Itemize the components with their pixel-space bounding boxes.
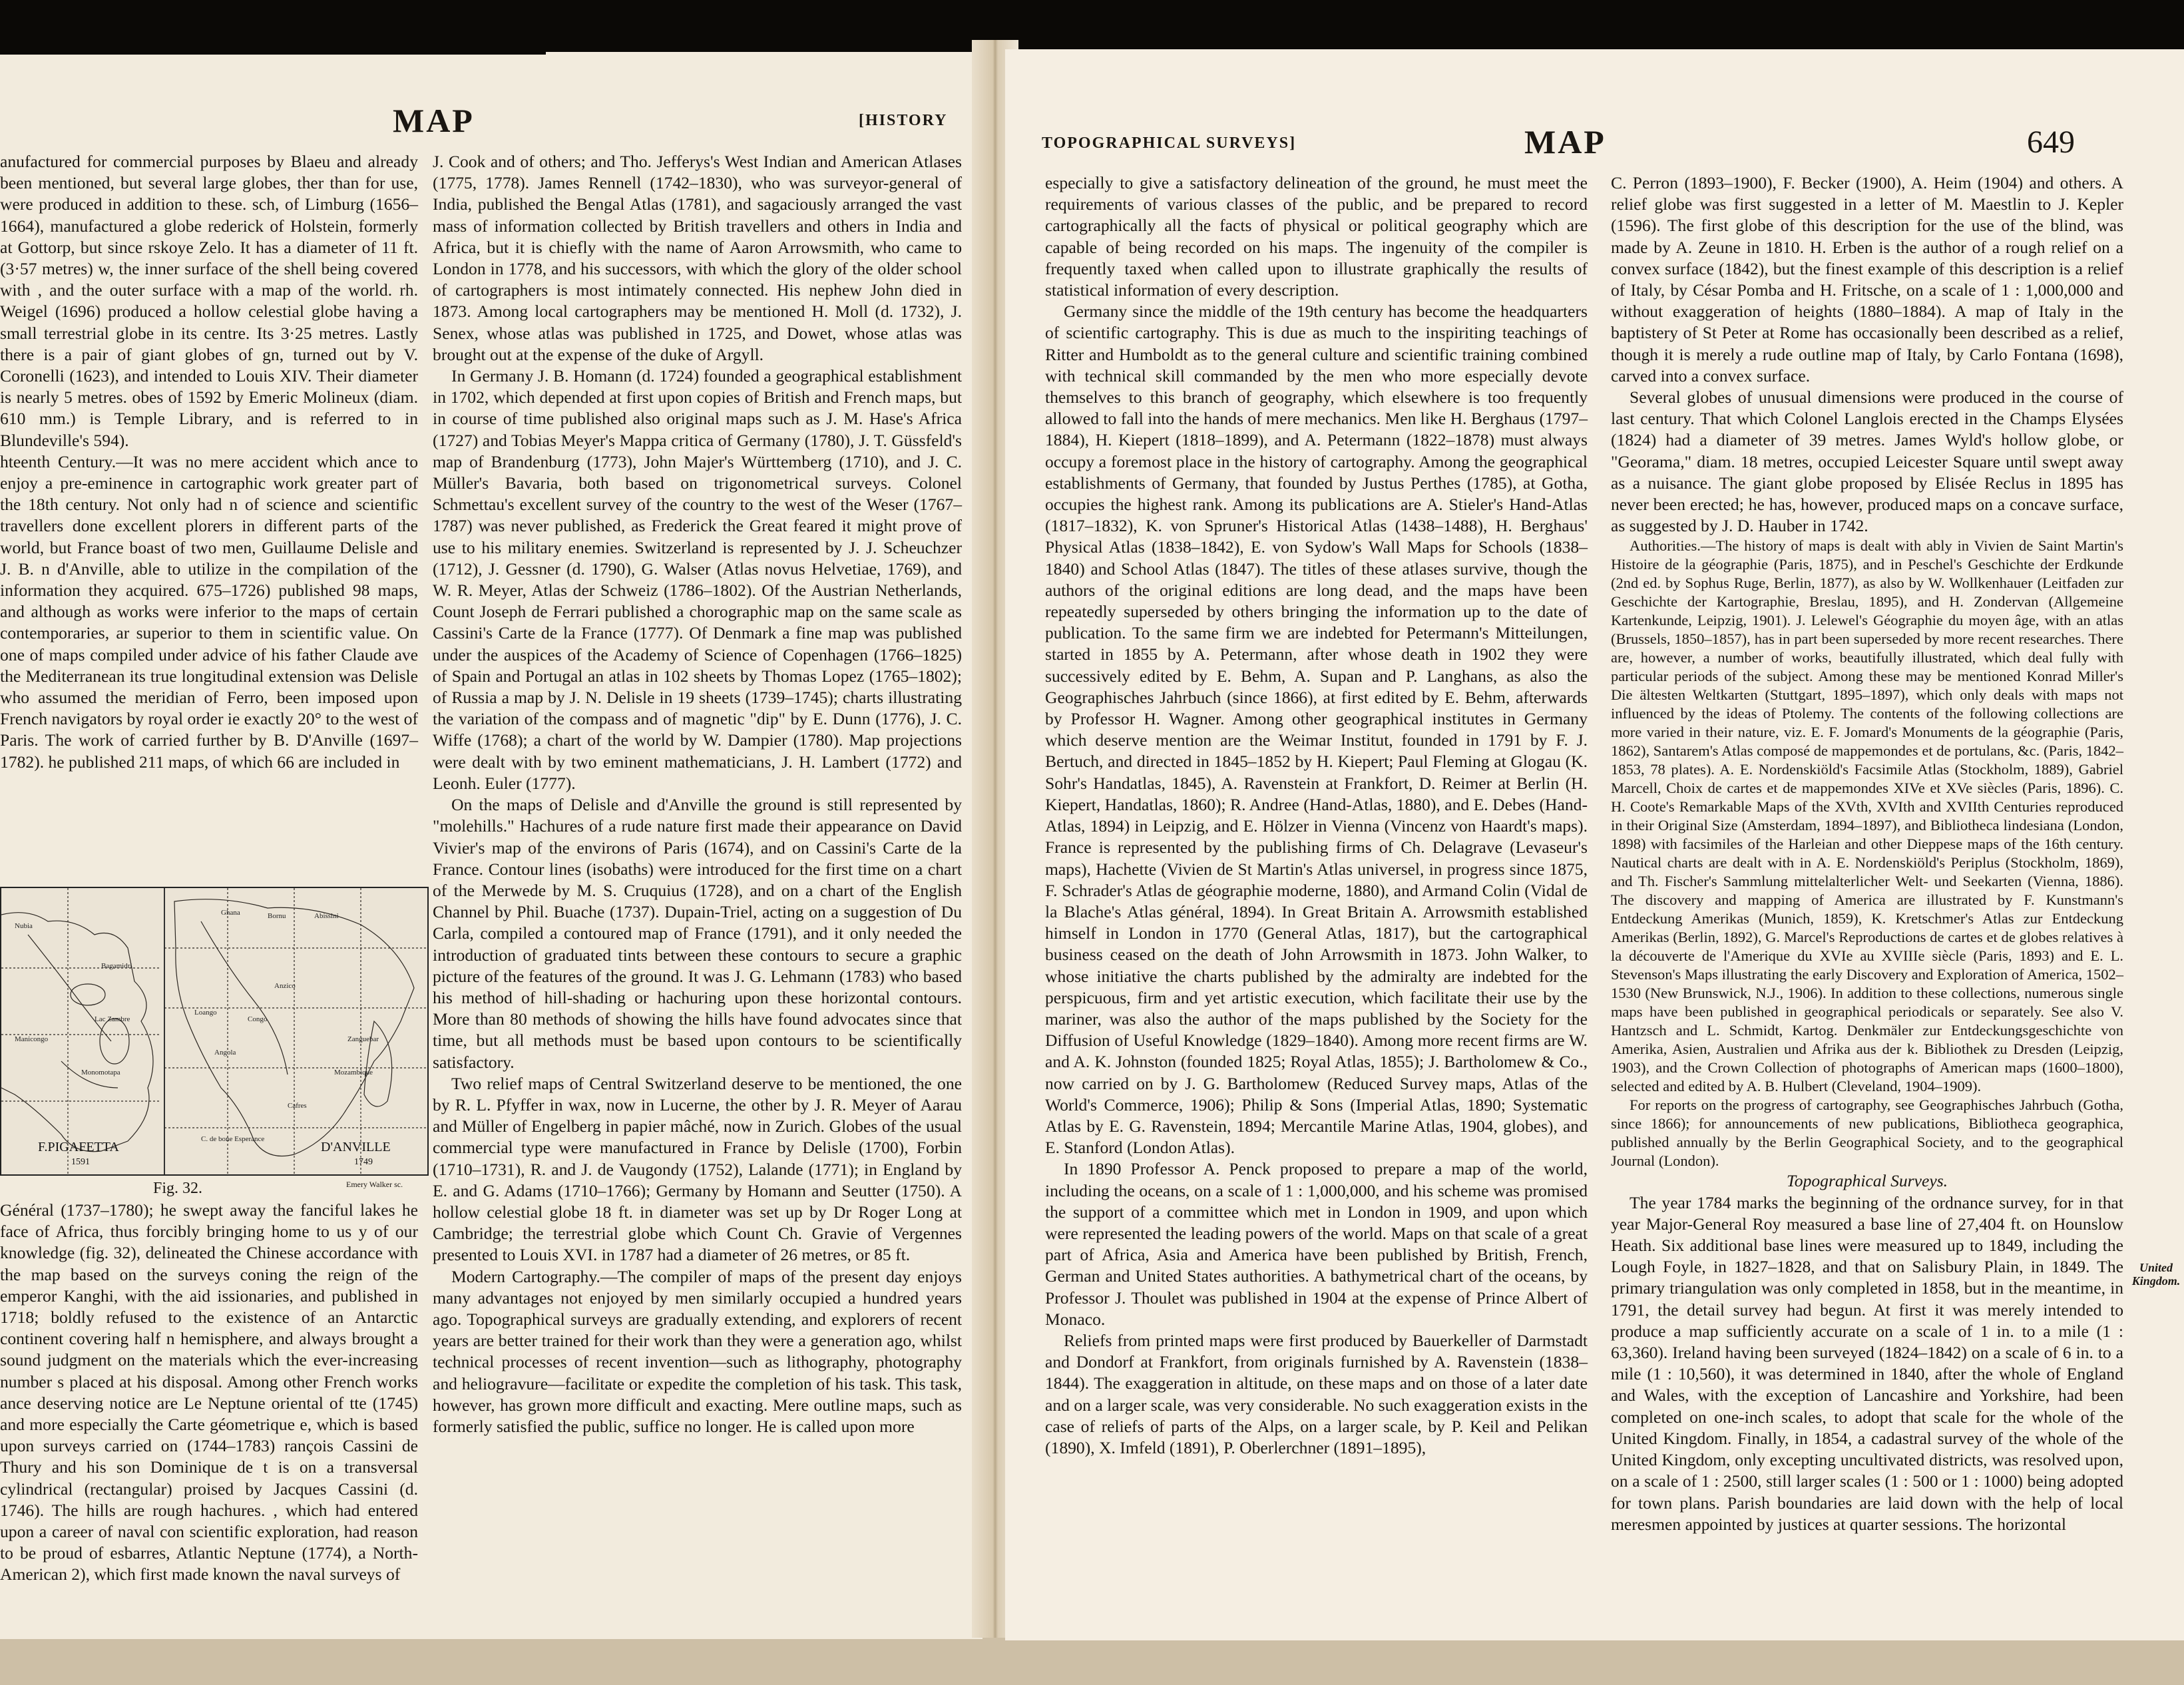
left-column-1-bottom bbox=[0, 1200, 418, 1586]
map-svg bbox=[1, 888, 427, 1174]
map-place-label: Monomotapa bbox=[81, 1069, 120, 1077]
right-running-section: TOPOGRAPHICAL SURVEYS] bbox=[1042, 134, 1297, 152]
map-place-label: Zanguebar bbox=[347, 1035, 379, 1043]
left-running-title: MAP bbox=[393, 102, 475, 139]
right-page bbox=[1005, 49, 2184, 1640]
map-place-label: C. de bone Esperance bbox=[201, 1135, 265, 1143]
paragraph: Modern Cartography.—The compiler of maps of the present day enjoys many advantages not enjoyed by men similarly occupied a hundred years ago. Topographical surveys are gradually extending, and explorers of recent years are better trained for their work than they were a generation ago, whilst technical processes of recent invention—such as lithography, photography and heliogravure—facilitate or expedite the completion of his task. This task, however, has grown more difficult and exacting. Mere outline maps, such as formerly satisfied the public, suffice no longer. He is called upon more bbox=[433, 1266, 962, 1436]
paragraph: On the maps of Delisle and d'Anville the ground is still represented by "molehills." Hachures of a rude nature first made their appearance on David Vivier's map of the environs of Paris (1674), and on Cassini's Carte de la France. Contour lines (isobaths) were introduced for the first time on a chart of the Merwede by M. S. Cruquius (1728), and on a chart of the English Channel by Phil. Buache (1737). Dupain-Triel, acting on a suggestion of Du Carla, compiled a contoured map of France (1791), and it only needed the introduction of graduated tints between these contours to secure a graphic picture of the features of the ground. It was J. G. Lehmann (1783) who based his method of hill-shading or hachuring upon these horizontal contours. More than 80 methods of showing the hills have found advocates since that time, but all methods must be based upon contours to be scientifically satisfactory. bbox=[433, 795, 962, 1072]
margin-note: United Kingdom. bbox=[2131, 1261, 2181, 1288]
left-page bbox=[0, 55, 983, 1639]
map-place-label: Lac Zambre bbox=[95, 1015, 130, 1023]
map-place-label: Bagamidri bbox=[101, 962, 132, 970]
map-place-label: Congo bbox=[248, 1015, 268, 1023]
map-place-label: Anzico bbox=[274, 982, 296, 990]
paragraph: Reliefs from printed maps were first produced by Bauerkeller of Darmstadt and Dondorf at Frankfort, from originals furnished by A. Ravenstein (1838–1844). The exaggeration in altitude, on these maps and on those of a later date and on a larger scale, was very considerable. No such exaggeration exists in the case of reliefs of parts of the Alps, on a larger scale, by P. Keil and Pelikan (1890), X. Imfeld (1891), P. Oberlerchner (1891–1895), bbox=[1045, 1330, 1588, 1457]
paragraph: In 1890 Professor A. Penck proposed to prepare a map of the world, including the oceans, on a scale of 1 : 1,000,000, and his scheme was promised the support of a committee which met in London in 1909, and upon which were represented the leading powers of the world. Maps on that scale of a great part of Africa, Asia and America have been published by British, French, German and United States authorities. A bathymetrical chart of the oceans, by Professor J. Thoulet was published in 1904 at the expense of Prince Albert of Monaco. bbox=[1045, 1159, 1588, 1329]
map-label-danville: D'ANVILLE bbox=[321, 1140, 391, 1154]
left-running-section: [HISTORY bbox=[859, 112, 948, 129]
map-label-pigafetta: F.PIGAFETTA bbox=[38, 1140, 119, 1154]
paragraph: Two relief maps of Central Switzerland deserve to be mentioned, the one by R. L. Pfyffer in wax, now in Lucerne, the other by J. R. Meyer of Aarau and Müller of Engelberg in papier mâché, now in Zurich. Globes of the usual commercial type were manufactured in France by Delisle (1700), Forbin (1710–1731), R. and J. de Vaugondy (1752), Lalande (1771); in England by E. and G. Adams (1710–1766); Germany by Homann and Seutter (1750). A hollow celestial globe 18 ft. in diameter was set up by Dr Roger Long at Cambridge; the terrestrial globe which Count Ch. Gravie of Vergennes presented to Louis XVI. in 1787 had a diameter of 26 metres, or 85 ft. bbox=[433, 1073, 962, 1265]
page-number: 649 bbox=[2027, 124, 2075, 160]
left-column-1-top bbox=[0, 151, 418, 773]
map-place-label: Bornu bbox=[268, 912, 286, 920]
map-place-label: Manicongo bbox=[15, 1035, 49, 1043]
paragraph: especially to give a satisfactory delineation of the ground, he must meet the requirements of various classes of the public, and be prepared to record cartographically all the facts of physical or political geography which are capable of being recorded on his maps. The ingenuity of the compiler is frequently taxed when called upon to illustrate graphically the results of statistical information of every description. bbox=[1045, 173, 1588, 300]
map-place-label: Cafres bbox=[288, 1102, 307, 1110]
section-subheading: Topographical Surveys. bbox=[1786, 1171, 1948, 1191]
africa-comparison-map-figure bbox=[0, 887, 429, 1176]
left-column-2 bbox=[433, 151, 962, 1437]
right-column-1 bbox=[1045, 172, 1588, 1459]
paragraph: anufactured for commercial purposes by Blaeu and already been mentioned, but several large globes, ther than for use, were produced in addition to these. sch, of Limburg (1656–1664), manufactured a globe rederick of Holstein, formerly at Gottorp, but since rskoye Zelo. It has a diameter of 11 ft. (3·57 metres) w, the inner surface of the shell being covered with , and the outer surface with a map of the world. rh. Weigel (1696) produced a hollow celestial globe having a small terrestrial globe in its centre. Its 3·25 metres. Lastly there is a pair of giant globes of gn, turned out by V. Coronelli (1623), and intended to Louis XIV. Their diameter is nearly 5 metres. obes of 1592 by Emeric Molineux (diam. 610 mm.) is Temple Library, and is referred to in Blundeville's 594). bbox=[0, 152, 418, 450]
authorities-paragraph: Authorities.—The history of maps is dealt with ably in Vivien de Saint Martin's Histoire de la géographie (Paris, 1875), and in Peschel's Geschichte der Erdkunde (2nd ed. by Sophus Ruge, Berlin, 1877), as also by W. Wollkenhauer (Leitfaden zur Geschichte der Kartographie, Breslau, 1895), and H. Zondervan (Allgemeine Kartenkunde, Leipzig, 1901). J. Lelewel's Géographie du moyen âge, with an atlas (Brussels, 1850–1857), has in part been superseded by more recent researches. There are, however, a number of works, beautifully illustrated, which deal fully with particular periods of the subject. Among these may be mentioned Konrad Miller's Die ältesten Weltkarten (Stuttgart, 1895–1897), which only deals with maps not influenced by the ideas of Ptolemy. The contents of the following collections are more varied in their nature, viz. E. F. Jomard's Monuments de la géographie (Paris, 1862), Santarem's Atlas composé de mappemondes et de portulans, &c. (Paris, 1842–1853, 78 plates). A. E. Nordenskiöld's Facsimile Atlas (Stockholm, 1889), Gabriel Marcell, Choix de cartes et de mappemondes XIVe et XVe siècles (Paris, 1896). C. H. Coote's Remarkable Maps of the XVth, XVIth and XVIIth Centuries reproduced in their Original Size (Amsterdam, 1894–1897), and Bibliotheca lindesiana (London, 1898) with facsimiles of the Harleian and other Dieppese maps of the 16th century. Nautical charts are dealt with in A. E. Nordenskiöld's Periplus (Stockholm, 1869), and Th. Fischer's Sammlung mittelalterlicher Welt- und Seekarten (Vienna, 1886). The discovery and mapping of America are illustrated by F. Kunstmann's Entdeckung Amerikas (Munich, 1859), K. Kretschmer's Atlas zur Entdeckung Amerikas (Berlin, 1892), G. Marcel's Reproductions de cartes et de globes relatives à la découverte de l'Amerique du XVIe au XVIIIe siècle (Paris, 1893) and E. L. Stevenson's Maps illustrating the early Discovery and Exploration of America, 1502–1530 (New Brunswick, N.J., 1906). In addition to these collections, numerous single maps have been published in geographical periodicals or separately. See also V. Hantzsch and L. Schmidt, Kartog. Denkmäler zur Entdeckungsgeschichte von Amerika, Asien, Australien und Afrika aus der k. Bibliothek zu Dresden (Leipzig, 1903), and the Crown Collection of photographs of American maps (1600–1800), selected and edited by A. B. Hulbert (Cleveland, 1904–1909). bbox=[1611, 537, 2123, 1095]
map-place-label: Ghana bbox=[221, 909, 240, 917]
right-running-title: MAP bbox=[1524, 123, 1606, 160]
map-label-danville-year: 1749 bbox=[354, 1157, 373, 1167]
paragraph: In Germany J. B. Homann (d. 1724) founded a geographical establishment in 1702, which depended at first upon copies of British and French maps, but in course of time published also original maps such as J. M. Hase's Africa (1727) and Tobias Meyer's Mappa critica of Germany (1780), J. T. Güssfeld's map of Brandenburg (1773), John Majer's Württemberg (1710), and J. C. Müller's Bavaria, both based on trigonometrical surveys. Colonel Schmettau's excellent survey of the country to the west of the Weser (1767–1787) was never published, as Frederick the Great feared it might prove of use to his military enemies. Switzerland is represented by J. J. Scheuchzer (1712), J. Gessner (d. 1790), G. Walser (Atlas novus Helvetiae, 1769), and W. R. Meyer, Atlas der Schweiz (1786–1802). Of the Austrian Netherlands, Count Joseph de Ferrari published a chorographic map on the same scale as Cassini's Carte de la France (1777). Of Denmark a fine map was published under the auspices of the Academy of Science of Copenhagen (1766–1825) of Spain and Portugal an atlas in 102 sheets by Thomas Lopez (1765–1802); of Russia a map by J. N. Delisle in 19 sheets (1739–1745); charts illustrating the variation of the compass and of magnetic "dip" by E. Dunn (1776), J. C. Wiffe (1768); a chart of the world by W. Dampier (1780). Map projections were dealt with by two eminent mathematicians, J. H. Lambert (1772) and Leonh. Euler (1777). bbox=[433, 366, 962, 793]
paragraph: Général (1737–1780); he swept away the fanciful lakes he face of Africa, thus forcibly bringing home to us y of our knowledge (fig. 32), delineated the Chinese accordance with the map based on the surveys coning the reign of the emperor Kanghi, with the aid issionaries, and published in 1718; boldly refused to the existence of an Antarctic continent covering half n hemisphere, and always brought a sound judgment on the materials which the ever-increasing number s placed at his disposal. Among other French works ance deserving notice are Le Neptune oriental of tte (1745) and more especially the Carte géometrique e, which is based upon surveys carried on (1744–1783) rançois Cassini de Thury and his son Dominique de t is on a transversal cylindrical (rectangular) proised by Jacques Cassini (d. 1746). The hills are rough hachures. , which had entered upon a career of naval con scientific exploration, had reason to be proud of esbarres, Atlantic Neptune (1774), a North-American 2), which first made known the naval surveys of bbox=[0, 1200, 418, 1584]
map-place-label: Angola bbox=[214, 1049, 236, 1057]
figure-caption: Fig. 32. bbox=[153, 1180, 203, 1197]
reports-paragraph: For reports on the progress of cartography, see Geographisches Jahrbuch (Gotha, since 1866); for announcements of new publications, Bibliotheca geographica, published annually by the Berlin Geographical Society, and to the geographical Journal (London). bbox=[1611, 1096, 2123, 1170]
map-place-label: Loango bbox=[194, 1009, 217, 1017]
paragraph: J. Cook and of others; and Tho. Jefferys's West Indian and American Atlases (1775, 1778). James Rennell (1742–1830), who was surveyor-general of India, published the Bengal Atlas (1781), and sagaciously arranged the vast mass of information collected by British travellers and others in India and Africa, but it is chiefly with the name of Aaron Arrowsmith, who came to London in 1778, and his successors, with which the glory of the older school of cartographers is most intimately connected. His nephew John died in 1873. Among local cartographers may be mentioned H. Moll (d. 1732), J. Senex, whose atlas was published in 1725, and Dowet, whose atlas was brought out at the expense of the duke of Argyll. bbox=[433, 152, 962, 364]
paragraph: C. Perron (1893–1900), F. Becker (1900), A. Heim (1904) and others. A relief globe was first suggested in a letter of M. Maestlin to J. Kepler (1596). The first globe of this description for the use of the blind, was made by A. Zeune in 1810. H. Erben is the author of a rough relief on a convex surface (1842), but the finest example of this description is a relief of Italy, by César Pomba and H. Fritsche, on a scale of 1 : 1,000,000 and without exaggeration of heights (1880–1884). A map of Italy in the baptistery of St Peter at Rome has occasionally been described as a relief, though it is merely a rude outline map of Italy, by Carlo Fontana (1698), carved into a convex surface. bbox=[1611, 173, 2123, 385]
paragraph: Germany since the middle of the 19th century has become the headquarters of scientific cartography. This is due as much to the inspiriting teachings of Ritter and Humboldt as to the general culture and scientific training combined with technical skill commanded by the men who more especially devote themselves to this branch of geography, which elsewhere is too frequently allowed to fall into the hands of mere mechanics. Men like H. Berghaus (1797–1884), H. Kiepert (1818–1899), and A. Petermann (1822–1878) must always occupy a foremost place in the history of cartography. Among the geographical establishments of Germany, that founded by Justus Perthes (1785), at Gotha, occupies the highest rank. Among its publications are A. Stieler's Hand-Atlas (1817–1832), K. von Spruner's Historical Atlas (1438–1488), H. Berghaus' Physical Atlas (1838–1842), E. von Sydow's Wall Maps for Schools (1838–1840) and School Atlas (1847). The titles of these atlases survive, though the authors of the original editions are long dead, and the maps have been repeatedly superseded by others bringing the information up to the date of publication. To the same firm we are indebted for Petermann's Mitteilungen, started in 1855 by A. Petermann, after whose death in 1902 they were successively edited by E. Behm, A. Supan and P. Langhans, as also the Geographisches Jahrbuch (since 1866), at first edited by E. Behm, afterwards by Professor H. Wagner. Among other geographical institutes in Germany which deserve mention are the Weimar Institut, founded in 1791 by F. J. Bertuch, and directed in 1845–1852 by H. Kiepert; Paul Fleming at Glogau (K. Sohr's Handatlas, 1845), A. Ravenstein at Frankfort, D. Reimer at Berlin (H. Kiepert, Handatlas, 1860); R. Andree (Hand-Atlas, 1880), and E. Debes (Hand-Atlas, 1894) in Leipzig, and E. Hölzer in Vienna (Vincenz von Haardt's maps). France is represented by the publishing firms of Ch. Delagrave (Levaseur's maps), Hachette (Vivien de St Martin's Atlas universel, in progress since 1875, F. Schrader's Atlas de géographie moderne, 1880), and Armand Colin (Vidal de la Blache's Atlas général, 1894). In Great Britain A. Arrowsmith established himself in London in 1770 (General Atlas, 1817), but the cartographical business ceased on the death of John Arrowsmith in 1873. John Walker, to whose initiative the charts published by the admiralty are indebted for the perspicuous, firm and yet artistic execution, which facilitate their use by the mariner, was also the author of the maps published by the Society for the Diffusion of Useful Knowledge (1829–1840). Among more recent firms are W. and A. K. Johnston (founded 1825; Royal Atlas, 1855); J. Bartholomew & Co., now carried on by J. G. Bartholomew (Reduced Survey maps, Atlas of the World's Commerce, 1906); Philip & Sons (Imperial Atlas, 1890; Systematic Atlas by E. G. Ravenstein, 1894; Mercantile Marine Atlas, 1904, globes), and E. Stanford (London Atlas). bbox=[1045, 302, 1588, 1158]
paragraph: hteenth Century.—It was no mere accident which ance to enjoy a pre-eminence in cartographic work greater part of the 18th century. Not only had n of science and scientific travellers done excellent plorers in different parts of the world, but France boast of two men, Guillaume Delisle and J. B. n d'Anville, able to utilize in the compilation of the information they acquired. 675–1726) published 98 maps, and although as works were inferior to the maps of certain contemporaries, ar superior to them in scientific value. On one of maps compiled under advice of his father Claude ave the Mediterranean its true longitudinal extension was Delisle who assumed the meridian of Ferro, been imposed upon French navigators by royal order ie exactly 20° to the west of Paris. The work of carried further by B. D'Anville (1697–1782). he published 211 maps, of which 66 are included in bbox=[0, 451, 418, 772]
right-column-2 bbox=[1611, 172, 2123, 1535]
paragraph: The year 1784 marks the beginning of the ordnance survey, for in that year Major-General Roy measured a base line of 27,404 ft. on Hounslow Heath. Six additional base lines were measured up to 1849, including the Lough Foyle, in 1827–1828, and that on Salisbury Plain, in 1849. The primary triangulation was only completed in 1858, but in the meantime, in 1791, the detail survey had begun. At first it was merely intended to produce a map sufficiently accurate on a scale of 1 in. to a mile (1 : 63,360). Ireland having been surveyed (1824–1842) on a scale of 6 in. to a mile (1 : 10,560), it was determined in 1840, after the whole of England and Wales, with the exception of Lancashire and Yorkshire, had been completed on one-inch scales, to adopt that scale for the whole of the United Kingdom. Finally, in 1854, a cadastral survey of the whole of the United Kingdom, only excepting uncultivated districts, was resolved upon, on a scale of 1 : 2500, still larger scales (1 : 500 or 1 : 1000) being adopted for town plans. Parish boundaries are laid down with the help of local meresmen appointed by justices at quarter sessions. The horizontal bbox=[1611, 1192, 2123, 1534]
paragraph: Several globes of unusual dimensions were produced in the course of last century. That which Colonel Langlois erected in the Champs Elysées (1824) had a diameter of 39 metres. James Wyld's hollow globe, or "Georama," diam. 18 metres, occupied Leicester Square until swept away as a nuisance. The giant globe proposed by Elisée Reclus in 1895 has never been erected; he has, however, produced maps on a concave surface, as suggested by J. D. Hauber in 1742. bbox=[1611, 387, 2123, 536]
map-place-label: Mozambique bbox=[334, 1069, 373, 1077]
map-place-label: Nubia bbox=[15, 922, 33, 930]
map-place-label: Abissini bbox=[314, 912, 339, 920]
map-label-pigafetta-year: 1591 bbox=[71, 1157, 90, 1167]
figure-credit: Emery Walker sc. bbox=[346, 1180, 403, 1189]
